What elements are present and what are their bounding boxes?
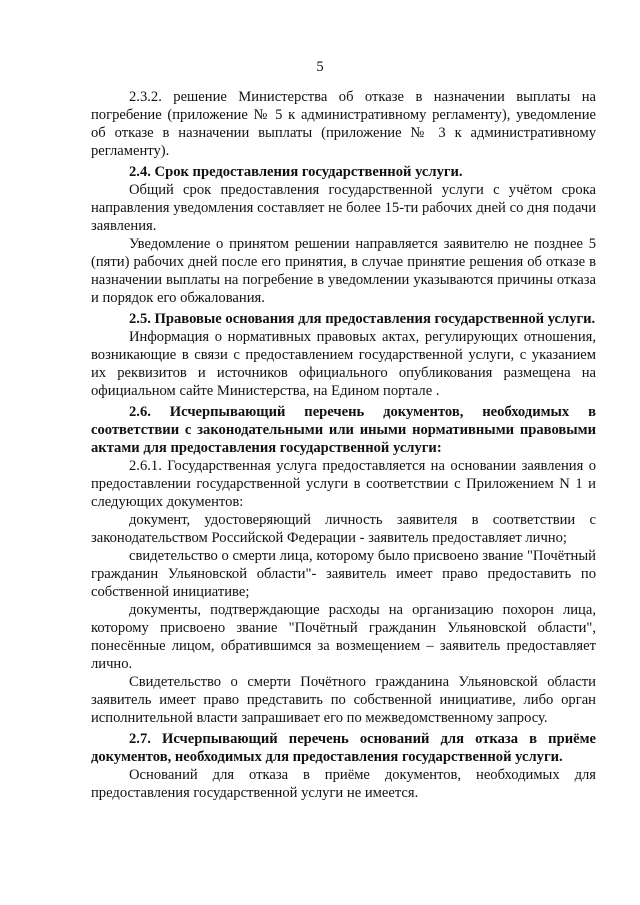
section-heading: 2.4. Срок предоставления государственной услуги. [129, 164, 463, 180]
section-heading: 2.7. Исчерпывающий перечень оснований для отказа в приёме документов, необходимых для предоставления государственной услуги. [91, 731, 596, 765]
section-heading: 2.6. Исчерпывающий перечень документов, необходимых в соответствии с законодательными или иными нормативными правовыми актами для предоставления государственной услуги: [91, 404, 596, 456]
body-paragraph: Уведомление о принятом решении направляется заявителю не позднее 5 (пяти) рабочих дней после его принятия, в случае принятие решения об отказе в назначении выплаты на погребение в уведомлении указываются причины отказа и порядок его обжалования. [91, 236, 596, 306]
body-paragraph: 2.6.1. Государственная услуга предоставляется на основании заявления о предоставлении государственной услуги в соответствии с Приложением N 1 и следующих документов: [91, 458, 596, 510]
body-paragraph: 2.3.2. решение Министерства об отказе в назначении выплаты на погребение (приложение № 5 к административному регламенту), уведомление об отказе в назначении выплаты (приложение № 3 к административному регламенту). [91, 89, 596, 159]
body-paragraph: Информация о нормативных правовых актах, регулирующих отношения, возникающие в связи с предоставлением государственной услуги, с указанием их реквизитов и источников официального опубликования размещена на официальном сайте Министерства, на Едином портале . [91, 329, 596, 399]
body-paragraph: Оснований для отказа в приёме документов, необходимых для предоставления государственной услуги не имеется. [91, 767, 596, 801]
section-heading: 2.5. Правовые основания для предоставления государственной услуги. [129, 311, 596, 327]
body-paragraph: документ, удостоверяющий личность заявителя в соответствии с законодательством Российской Федерации - заявитель предоставляет лично; [91, 512, 596, 546]
body-paragraph: документы, подтверждающие расходы на организацию похорон лица, которому присвоено звание "Почётный гражданин Ульяновской области", понесённые лицом, обратившимся за возмещением – заявитель предоставляет лично. [91, 602, 596, 672]
body-paragraph: свидетельство о смерти лица, которому было присвоено звание "Почётный гражданин Ульяновской области"- заявитель имеет право предоставить по собственной инициативе; [91, 548, 596, 600]
body-paragraph: Свидетельство о смерти Почётного гражданина Ульяновской области заявитель имеет право представить по собственной инициативе, либо орган исполнительной власти запрашивает его по межведомственному запросу. [91, 674, 596, 726]
document-body [91, 88, 596, 802]
body-paragraph: Общий срок предоставления государственной услуги с учётом срока направления уведомления составляет не более 15-ти рабочих дней со дня подачи заявления. [91, 182, 596, 234]
page-number: 5 [316, 59, 324, 75]
